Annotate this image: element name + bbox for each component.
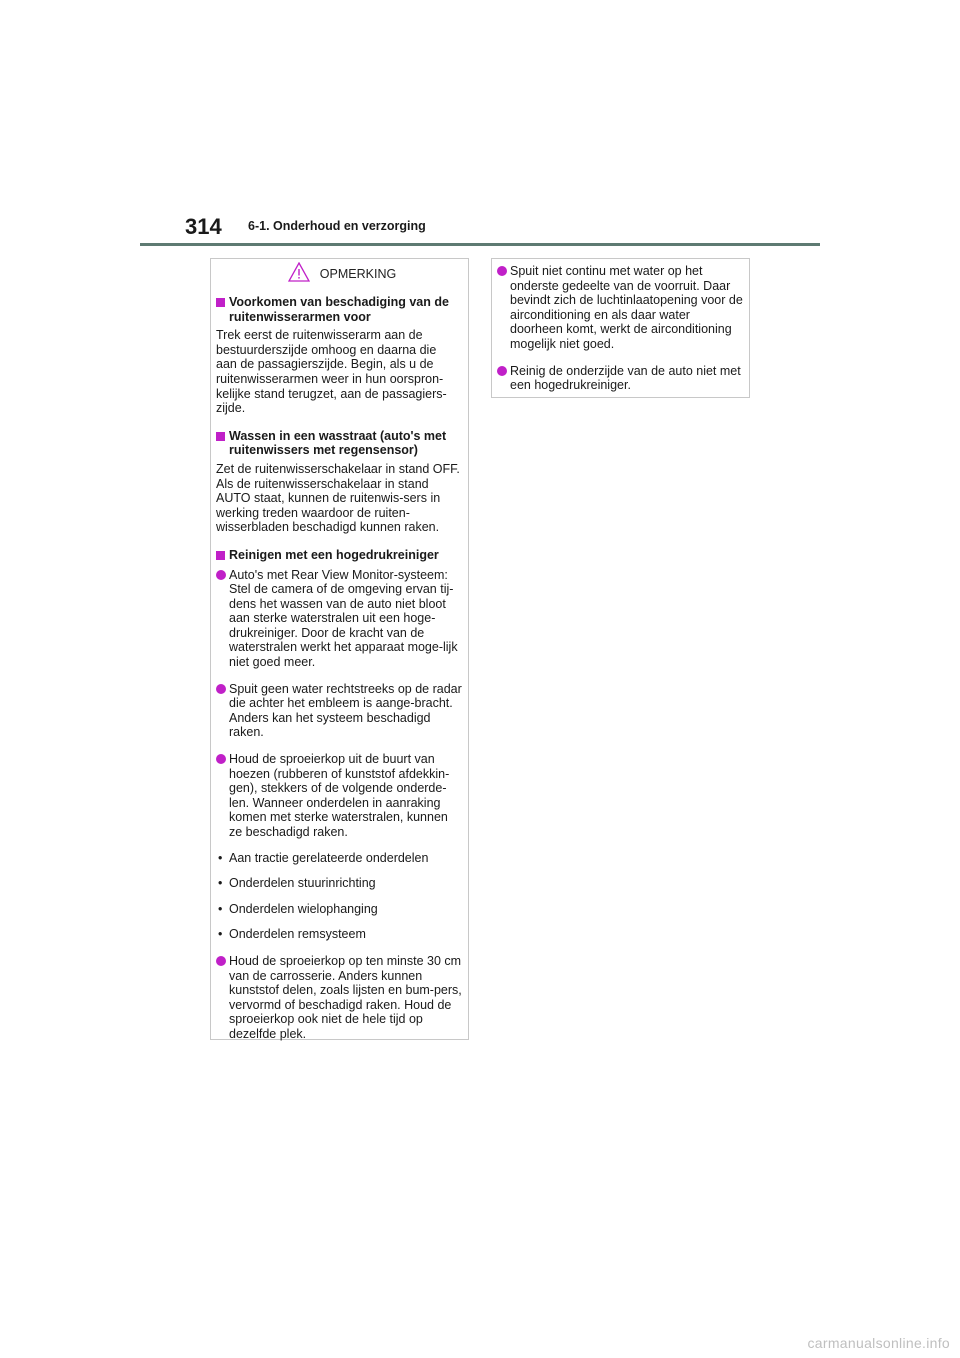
notice-header [216, 259, 468, 289]
sub-list-item: • Onderdelen stuurinrichting [218, 876, 376, 891]
list-item: Houd de sproeierkop op ten minste 30 cm van de carrosserie. Anders kunnen kunststof delen, zoals lijsten en bum-pers, vervormd of beschadigd raken. Houd de sproeierkop ook niet de hele tijd op dezelfde plek. [216, 954, 468, 1042]
round-bullet-icon [216, 684, 226, 694]
section-title: 6-1. Onderhoud en verzorging [248, 219, 426, 233]
page-number: 314 [185, 214, 222, 239]
notice-box-left [210, 258, 469, 1040]
round-bullet-icon [497, 366, 507, 376]
square-bullet-icon [216, 551, 225, 560]
round-bullet-icon [216, 570, 226, 580]
section-heading: Wassen in een wasstraat (auto's met ruitenwissers met regensensor) [216, 429, 468, 458]
square-bullet-icon [216, 432, 225, 441]
section-heading: Reinigen met een hogedrukreiniger [216, 548, 468, 563]
square-bullet-icon [216, 298, 225, 307]
header-divider [140, 243, 820, 246]
paragraph: Trek eerst de ruitenwisserarm aan de bestuurderszijde omhoog en daarna die aan de passagierszijde. Begin, als u de ruitenwisserarmen weer in hun oorspron-kelijke stand terugzet, aan de passagiers-zijde. [216, 328, 447, 416]
notice-label: OPMERKING [319, 266, 397, 281]
round-bullet-icon [216, 956, 226, 966]
paragraph: Zet de ruitenwisserschakelaar in stand OFF. Als de ruitenwisserschakelaar in stand AUTO staat, kunnen de ruitenwis-sers in werking treden waardoor de ruiten-wisserbladen beschadigd kunnen raken. [216, 461, 460, 535]
list-item: Spuit niet continu met water op het onderste gedeelte van de voorruit. Daar bevindt zich de luchtinlaatopening voor de airconditioning en als daar water doorheen komt, werkt de airconditioning mogelijk niet goed. [497, 264, 749, 352]
sub-list-item: • Onderdelen wielophanging [218, 901, 378, 916]
round-bullet-icon [216, 754, 226, 764]
round-bullet-icon [497, 266, 507, 276]
list-item: Reinig de onderzijde van de auto niet met een hogedrukreiniger. [497, 364, 749, 393]
list-item: Houd de sproeierkop uit de buurt van hoezen (rubberen of kunststof afdekkin-gen), stekkers of de volgende onderde-len. Wanneer onderdelen in aanraking komen met sterke waterstralen, kunnen ze beschadigd raken. [216, 752, 468, 840]
sub-list-item: • Onderdelen remsysteem [218, 927, 366, 942]
section-heading: Voorkomen van beschadiging van de ruitenwisserarmen voor [216, 295, 468, 324]
list-item: Spuit geen water rechtstreeks op de radar die achter het embleem is aange-bracht. Anders kan het systeem beschadigd raken. [216, 682, 468, 740]
sub-list-item: • Aan tractie gerelateerde onderdelen [218, 850, 429, 865]
list-item: Auto's met Rear View Monitor-systeem: Stel de camera of de omgeving ervan tij-dens het wassen van de auto niet bloot aan sterke waterstralen uit een hoge-drukreiniger. Door de kracht van de waterstralen werkt het apparaat moge-lijk niet goed meer. [216, 568, 468, 670]
notice-box-right [491, 258, 750, 398]
warning-triangle-icon [288, 262, 310, 286]
watermark: carmanualsonline.info [807, 1335, 950, 1351]
